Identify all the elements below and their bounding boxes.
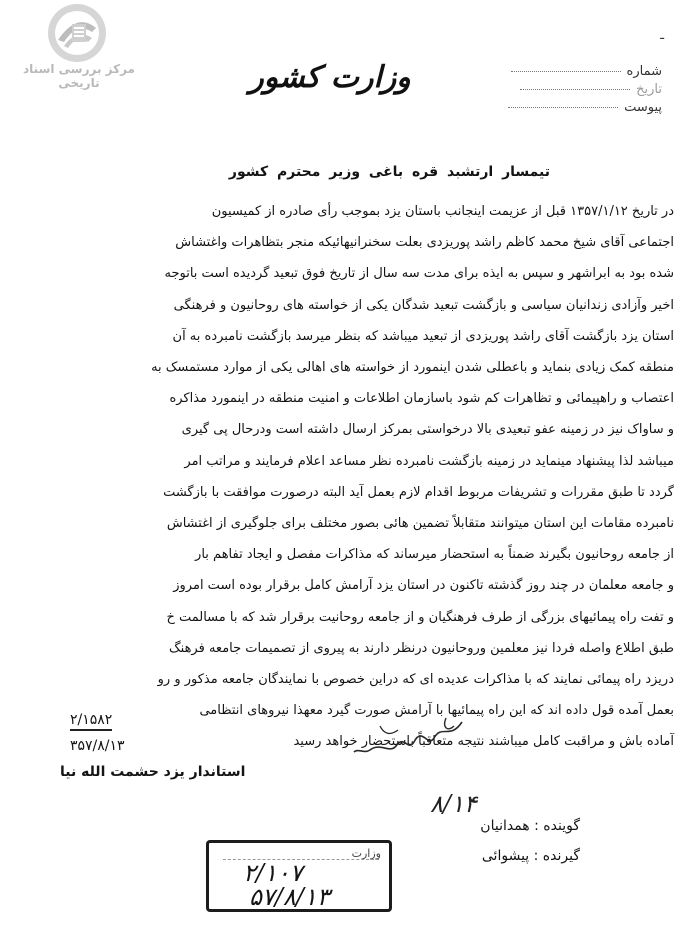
body-line: و ساواک نیز در زمینه عفو تبعیدی بالا درخواستی بمرکز ارسال داشته است ودرحال پی گیری <box>181 422 674 438</box>
attachment-field <box>508 100 662 115</box>
archive-logo <box>4 2 154 90</box>
receiver-line: گیرنده : پیشوائی <box>481 848 580 864</box>
body-line: گردد تا طبق مقررات و تشریفات مربوط اقدام لازم بعمل آید البته درصورت موافقت با بازگشت <box>163 484 674 500</box>
body-line: و تفت راه پیمائیهای بزرگی از طرف فرهنگیان و از جامعه روحانیت برقرار شد که با مسالمت خ <box>166 609 674 625</box>
body-line: شده بود به ابراشهر و سپس به ایذه برای مدت سه سال از تاریخ فوق تبعید گردیده است باتوجه <box>164 266 674 282</box>
logo-caption: مرکز بررسی اسناد تاریخی <box>23 62 135 90</box>
body-line: اجتماعی آقای شیخ محمد کاظم راشد پوریزدی بعلت سخنرانیهائیکه منجر بتظاهرات واغتشاش <box>175 235 674 251</box>
number-dots <box>511 71 621 72</box>
sender-signature-line: استاندار یزد حشمت الله نیا <box>60 764 246 780</box>
body-line: استان یزد بازگشت آقای راشد پوریزدی از تبعید میباشد که بنظر میرسد بازگشت نامبرده به آن <box>172 328 674 344</box>
body-line: طبق اطلاع واصله فردا نیز معلمین وروحانیون درنظر دارند به پیروی از تصمیمات جامعه فرهنگ <box>169 640 674 656</box>
stamp-header: وزارت <box>351 847 381 860</box>
body-line: اعتصاب و راهپیمائی و تظاهرات کم شود باسازمان اطلاعات و امنیت منطقه در اینمورد مذاکره <box>169 391 674 407</box>
attachment-label: پیوست <box>624 100 662 115</box>
body-line: میباشد لذا پیشنهاد مینماید در زمینه بازگشت نامبرده نظر مساعد اعلام فرمایند و مراتب امر <box>184 453 674 469</box>
speaker-line: گوینده : همدانیان <box>480 818 580 834</box>
registration-stamp <box>206 840 392 912</box>
body-line: نامبرده مقامات این استان میتوانند متقابلاً تضمین هائی بصور مختلف برای جلوگیری از اغتشاش <box>166 516 674 532</box>
archive-emblem-icon <box>46 2 108 64</box>
number-label: شماره <box>626 64 662 79</box>
body-line: آماده باش و مراقبت کامل میباشند نتیجه متعاقباً باستحضار خواهد رسید <box>293 734 674 750</box>
number-field <box>511 64 662 79</box>
date-label: تاریخ <box>636 82 662 97</box>
handwritten-date: ۸/۱۴ <box>430 790 477 818</box>
reference-number: ۲/۱۵۸۲ <box>70 712 112 731</box>
date-dots <box>520 89 630 90</box>
ministry-title: وزارت کشور <box>249 60 411 95</box>
body-line: منطقه کمک زیادی بنماید و باعطلی شدن اینمورد از خواسته های اهالی یکی از موارد مستمسک به <box>151 360 674 376</box>
stamp-number: ۲/۱۰۷ <box>243 859 303 887</box>
reference-date: ۳۵۷/۸/۱۳ <box>70 738 125 754</box>
corner-mark: ـ <box>660 28 664 43</box>
date-field <box>520 82 662 97</box>
letter-body <box>26 196 674 758</box>
handwritten-signature <box>350 712 470 762</box>
body-line: و جامعه معلمان در چند روز گذشته تاکنون در استان یزد آرامش کامل برقرار بوده است امروز <box>173 578 674 594</box>
body-line: از جامعه روحانیون بگیرند ضمناً به استحضار میرساند که مذاکرات مفصل و ایجاد تفاهم بار <box>195 547 674 563</box>
body-line: اخیر وآزادی زندانیان سیاسی و بازگشت تبعید شدگان یکی از خواسته های روحانیون و فرهنگی <box>173 297 674 313</box>
stamp-date: ۵۷/۸/۱۳ <box>249 883 330 911</box>
body-line: دریزد راه پیمائی نمایند که با مذاکرات عدیده ای که دراین خصوص با نمایندگان جامعه مذکور و رو <box>157 672 674 688</box>
body-line: در تاریخ ۱۳۵۷/۱/۱۲ قبل از عزیمت اینجانب باستان یزد بموجب رأی صادره از کمیسیون <box>211 204 674 219</box>
body-line: بعمل آمده قول داده اند که این راه پیمائیها با آرامش صورت گیرد معهذا نیروهای انتظامی <box>199 703 674 719</box>
attachment-dots <box>508 107 618 108</box>
addressee-line: تیمسار ارتشبد قره باغی وزیر محترم کشور <box>228 164 550 180</box>
